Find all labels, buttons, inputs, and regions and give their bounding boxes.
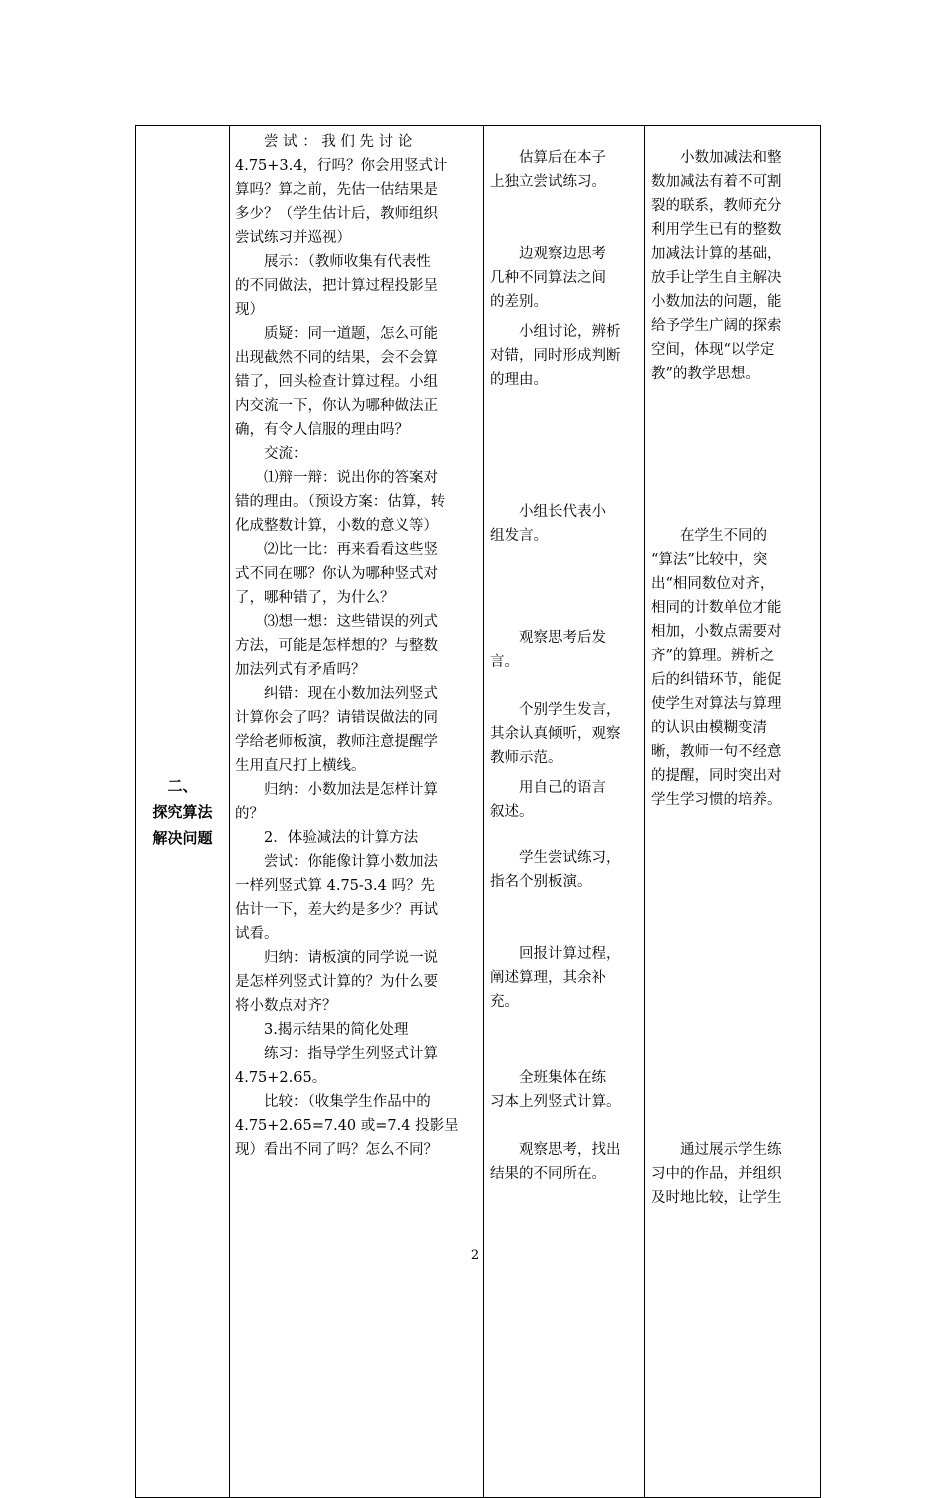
intent-line: 空间，体现“以学定 xyxy=(651,342,775,358)
student-line: 对错，同时形成判断 xyxy=(490,348,621,364)
student-line: 学生尝试练习， xyxy=(490,850,621,866)
stage-cell xyxy=(136,126,230,1498)
teacher-line: 将小数点对齐？ xyxy=(235,998,337,1014)
student-activity-cell xyxy=(484,126,645,1498)
student-line: 几种不同算法之间 xyxy=(490,270,606,286)
student-line: 观察思考，找出 xyxy=(490,1142,621,1158)
teacher-line: 质疑：同一道题，怎么可能 xyxy=(235,326,438,342)
page-number: 2 xyxy=(470,1248,480,1263)
teacher-line: 比较：（收集学生作品中的 xyxy=(235,1094,431,1110)
teacher-line: 练习：指导学生列竖式计算 xyxy=(235,1046,438,1062)
teacher-line: 尝 试 ： 我 们 先 讨 论 xyxy=(235,134,413,150)
student-line: 全班集体在练 xyxy=(490,1070,606,1086)
intent-line: 利用学生已有的整数 xyxy=(651,222,782,238)
table-row xyxy=(136,126,821,1498)
teacher-line: 出现截然不同的结果，会不会算 xyxy=(235,350,438,366)
teacher-line: 4.75+3.4，行吗？你会用竖式计 xyxy=(235,158,448,174)
teacher-line: 内交流一下，你认为哪种做法正 xyxy=(235,398,438,414)
student-line: 指名个别板演。 xyxy=(490,874,592,890)
teacher-line: 归纳：小数加法是怎样计算 xyxy=(235,782,438,798)
teacher-line: 4.75+2.65=7.40 或=7.4 投影呈 xyxy=(235,1118,459,1134)
student-line: 其余认真倾听，观察 xyxy=(490,726,621,742)
teacher-line: 错的理由。（预设方案：估算，转 xyxy=(235,494,446,510)
intent-line: 教”的教学思想。 xyxy=(651,366,760,382)
teacher-line: 4.75+2.65。 xyxy=(235,1070,327,1086)
stage-name-line2: 解决问题 xyxy=(152,828,213,847)
teacher-activity-cell xyxy=(230,126,484,1498)
student-line: 个别学生发言， xyxy=(490,702,621,718)
teacher-line: 展示：（教师收集有代表性 xyxy=(235,254,431,270)
teacher-line: 现）看出不同了吗？怎么不同？ xyxy=(235,1142,438,1158)
intent-line: 出“相同数位对齐， xyxy=(651,576,775,592)
student-line: 言。 xyxy=(490,654,519,670)
intent-line: 放手让学生自主解决 xyxy=(651,270,782,286)
teacher-line: 归纳：请板演的同学说一说 xyxy=(235,950,438,966)
teacher-line: 生用直尺打上横线。 xyxy=(235,758,366,774)
intent-line: 在学生不同的 xyxy=(651,528,767,544)
intent-line: 通过展示学生练 xyxy=(651,1142,782,1158)
teacher-line: 尝试练习并巡视） xyxy=(235,230,351,246)
teacher-line: ⑵比一比：再来看看这些竖 xyxy=(235,542,438,558)
teacher-line: 现） xyxy=(235,302,264,318)
intent-line: 后的纠错环节，能促 xyxy=(651,672,782,688)
student-line: 的理由。 xyxy=(490,372,548,388)
stage-name-line1: 探究算法 xyxy=(152,802,213,821)
intent-line: 齐”的算理。辨析之 xyxy=(651,648,775,664)
intent-line: 数加减法有着不可割 xyxy=(651,174,782,190)
student-line: 小组讨论，辨析 xyxy=(490,324,621,340)
teacher-line: 加法列式有矛盾吗？ xyxy=(235,662,366,678)
intent-line: 及时地比较，让学生 xyxy=(651,1190,782,1206)
student-line: 教师示范。 xyxy=(490,750,563,766)
teacher-line: 式不同在哪？你认为哪种竖式对 xyxy=(235,566,438,582)
teacher-line: 的？ xyxy=(235,806,264,822)
student-line: 习本上列竖式计算。 xyxy=(490,1094,621,1110)
student-line: 上独立尝试练习。 xyxy=(490,174,606,190)
teacher-line: 估计一下，差大约是多少？再试 xyxy=(235,902,438,918)
intent-line: 的提醒，同时突出对 xyxy=(651,768,782,784)
teacher-line: 的不同做法，把计算过程投影呈 xyxy=(235,278,438,294)
intent-line: 裂的联系，教师充分 xyxy=(651,198,782,214)
teacher-line: 化成整数计算，小数的意义等） xyxy=(235,518,438,534)
teacher-line: 确，有令人信服的理由吗？ xyxy=(235,422,409,438)
teacher-line: ⑴辩一辩：说出你的答案对 xyxy=(235,470,438,486)
student-line: 边观察边思考 xyxy=(490,246,606,262)
teacher-line: 纠错：现在小数加法列竖式 xyxy=(235,686,438,702)
teacher-line: 交流： xyxy=(235,446,308,462)
teacher-line: 了，哪种错了，为什么？ xyxy=(235,590,395,606)
intent-line: 加减法计算的基础， xyxy=(651,246,782,262)
student-line: 回报计算过程， xyxy=(490,946,621,962)
student-line: 结果的不同所在。 xyxy=(490,1166,606,1182)
student-line: 估算后在本子 xyxy=(490,150,606,166)
teacher-line: 学给老师板演，教师注意提醒学 xyxy=(235,734,438,750)
teacher-line: 计算你会了吗？请错误做法的同 xyxy=(235,710,438,726)
intent-line: “算法”比较中，突 xyxy=(651,552,768,568)
intent-line: 习中的作品，并组织 xyxy=(651,1166,782,1182)
student-line: 充。 xyxy=(490,994,519,1010)
teacher-line: 算吗？算之前，先估一估结果是 xyxy=(235,182,438,198)
intent-line: 相加，小数点需要对 xyxy=(651,624,782,640)
lesson-plan-table xyxy=(135,125,821,1498)
teacher-line: ⑶想一想：这些错误的列式 xyxy=(235,614,438,630)
teacher-line: 一样列竖式算 4.75-3.4 吗？先 xyxy=(235,878,435,894)
teacher-line: 3.揭示结果的简化处理 xyxy=(235,1022,409,1038)
teacher-line: 2．体验减法的计算方法 xyxy=(235,830,419,846)
teacher-line: 错了，回头检查计算过程。小组 xyxy=(235,374,438,390)
stage-number: 二、 xyxy=(167,776,198,795)
student-line: 观察思考后发 xyxy=(490,630,606,646)
teacher-line: 方法，可能是怎样想的？与整数 xyxy=(235,638,438,654)
intent-line: 小数加减法和整 xyxy=(651,150,782,166)
student-line: 小组长代表小 xyxy=(490,504,606,520)
intent-line: 给予学生广阔的探索 xyxy=(651,318,782,334)
teacher-line: 尝试：你能像计算小数加法 xyxy=(235,854,438,870)
student-line: 用自己的语言 xyxy=(490,780,606,796)
design-intent-cell xyxy=(645,126,821,1498)
stage-title xyxy=(136,773,229,851)
intent-line: 晰，教师一句不经意 xyxy=(651,744,782,760)
intent-line: 学生学习惯的培养。 xyxy=(651,792,782,808)
student-line: 阐述算理，其余补 xyxy=(490,970,606,986)
intent-line: 小数加法的问题，能 xyxy=(651,294,782,310)
student-line: 叙述。 xyxy=(490,804,534,820)
teacher-line: 多少？（学生估计后，教师组织 xyxy=(235,206,438,222)
student-line: 的差别。 xyxy=(490,294,548,310)
intent-line: 相同的计数单位才能 xyxy=(651,600,782,616)
intent-line: 使学生对算法与算理 xyxy=(651,696,782,712)
teacher-line: 是怎样列竖式计算的？为什么要 xyxy=(235,974,438,990)
student-line: 组发言。 xyxy=(490,528,548,544)
intent-line: 的认识由模糊变清 xyxy=(651,720,767,736)
teacher-line: 试看。 xyxy=(235,926,279,942)
